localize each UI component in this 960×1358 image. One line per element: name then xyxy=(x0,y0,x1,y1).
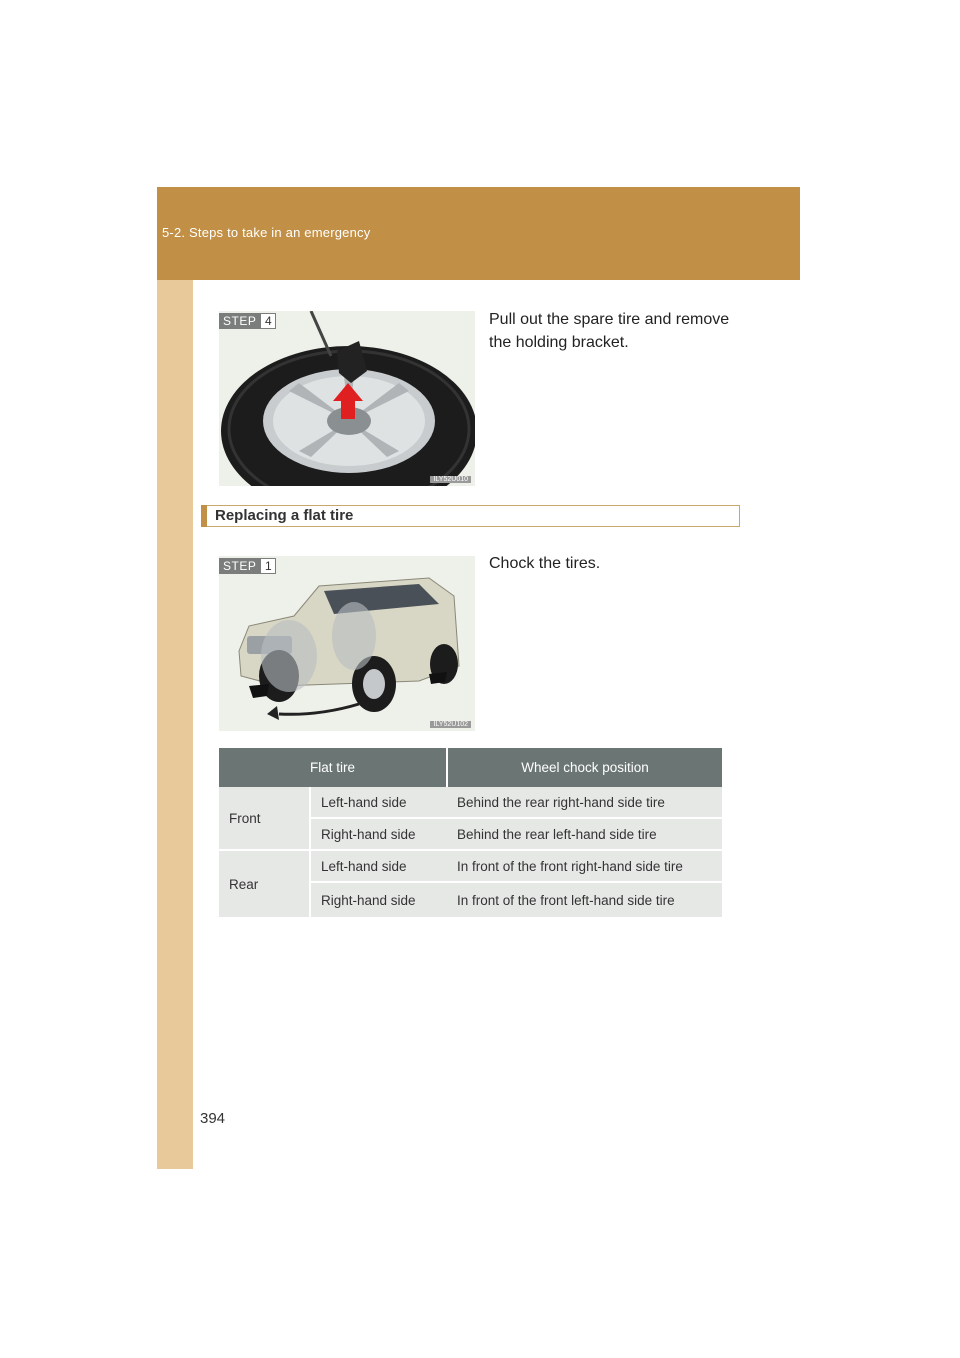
table-header-row xyxy=(219,748,722,787)
suv-drawing xyxy=(219,556,475,731)
group-rear: Rear xyxy=(219,850,310,918)
header-flat-tire: Flat tire xyxy=(219,748,447,787)
step-label: STEP xyxy=(219,558,260,574)
position-cell: In front of the front left-hand side tire xyxy=(447,882,722,918)
side-cell: Right-hand side xyxy=(310,882,447,918)
illustration-code: ILY52U010 xyxy=(430,476,471,483)
table-row xyxy=(219,787,722,818)
table-row xyxy=(219,850,722,882)
step-label: STEP xyxy=(219,313,260,329)
step-4-text: Pull out the spare tire and remove the holding bracket. xyxy=(489,311,730,351)
section-title: 5-2. Steps to take in an emergency xyxy=(162,225,371,240)
position-cell: Behind the rear right-hand side tire xyxy=(447,787,722,818)
group-front: Front xyxy=(219,787,310,850)
spare-tire-drawing xyxy=(219,311,475,486)
page-sidebar xyxy=(157,280,193,1169)
chapter-header xyxy=(157,187,800,280)
illustration-code: ILY52U102 xyxy=(430,721,471,728)
section-bar-accent xyxy=(201,505,207,527)
step-1-badge xyxy=(219,558,276,574)
position-cell: In front of the front right-hand side tire xyxy=(447,850,722,882)
step-number: 1 xyxy=(260,558,276,574)
step-1-text: Chock the tires. xyxy=(489,555,601,572)
side-cell: Left-hand side xyxy=(310,787,447,818)
wheel-chock-table xyxy=(219,748,722,919)
side-cell: Right-hand side xyxy=(310,818,447,850)
spare-tire-illustration xyxy=(219,311,475,486)
header-wheel-chock-position: Wheel chock position xyxy=(447,748,722,787)
step-number: 4 xyxy=(260,313,276,329)
wheel-chock-illustration xyxy=(219,556,475,731)
section-bar-title: Replacing a flat tire xyxy=(215,507,354,524)
page-number: 394 xyxy=(200,1110,226,1127)
step-4-badge xyxy=(219,313,276,329)
position-cell: Behind the rear left-hand side tire xyxy=(447,818,722,850)
side-cell: Left-hand side xyxy=(310,850,447,882)
